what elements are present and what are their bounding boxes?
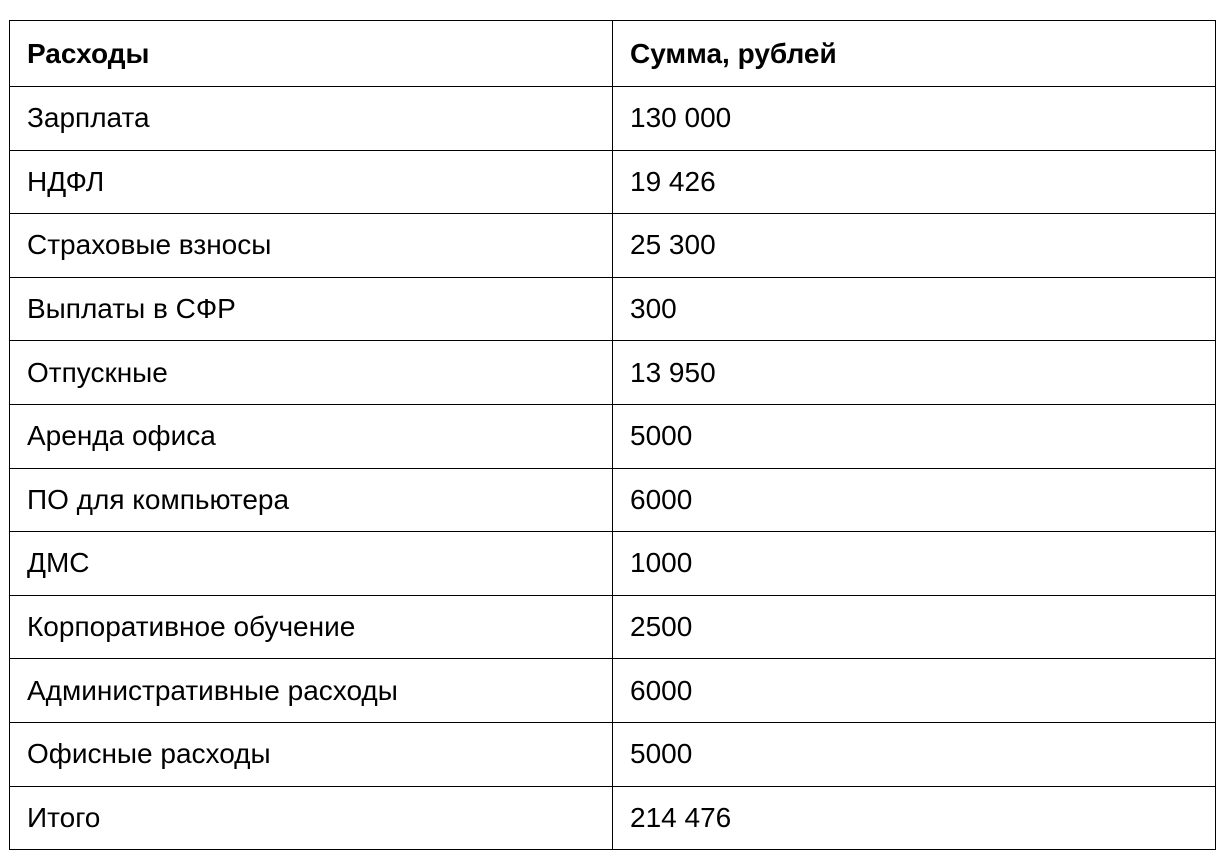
expense-name-cell: Выплаты в СФР — [10, 277, 613, 341]
expense-amount-cell: 6000 — [613, 468, 1216, 532]
expense-amount-cell: 1000 — [613, 532, 1216, 596]
expense-name-cell: НДФЛ — [10, 150, 613, 214]
table-row — [10, 404, 1216, 468]
table-row — [10, 341, 1216, 405]
expense-name-cell: Отпускные — [10, 341, 613, 405]
expense-amount-cell: 5000 — [613, 722, 1216, 786]
expense-amount-cell: 130 000 — [613, 87, 1216, 151]
column-header-amount: Сумма, рублей — [613, 21, 1216, 87]
table-header-row — [10, 21, 1216, 87]
expense-amount-cell: 6000 — [613, 659, 1216, 723]
expense-amount-cell: 25 300 — [613, 214, 1216, 278]
expense-name-cell: ПО для компьютера — [10, 468, 613, 532]
expenses-table — [9, 20, 1216, 850]
table-row — [10, 595, 1216, 659]
expense-amount-cell: 300 — [613, 277, 1216, 341]
total-label-cell: Итого — [10, 786, 613, 850]
table-row — [10, 468, 1216, 532]
expense-amount-cell: 5000 — [613, 404, 1216, 468]
expense-name-cell: Страховые взносы — [10, 214, 613, 278]
table-row — [10, 659, 1216, 723]
expense-amount-cell: 2500 — [613, 595, 1216, 659]
expense-name-cell: ДМС — [10, 532, 613, 596]
table-row — [10, 532, 1216, 596]
table-total-row — [10, 786, 1216, 850]
table-row — [10, 150, 1216, 214]
total-amount-cell: 214 476 — [613, 786, 1216, 850]
table-row — [10, 722, 1216, 786]
expense-name-cell: Корпоративное обучение — [10, 595, 613, 659]
expense-name-cell: Зарплата — [10, 87, 613, 151]
expense-name-cell: Аренда офиса — [10, 404, 613, 468]
expense-amount-cell: 19 426 — [613, 150, 1216, 214]
expenses-table-container — [9, 20, 1215, 850]
table-row — [10, 277, 1216, 341]
column-header-expenses: Расходы — [10, 21, 613, 87]
table-row — [10, 214, 1216, 278]
expense-name-cell: Административные расходы — [10, 659, 613, 723]
table-row — [10, 87, 1216, 151]
expense-name-cell: Офисные расходы — [10, 722, 613, 786]
expense-amount-cell: 13 950 — [613, 341, 1216, 405]
